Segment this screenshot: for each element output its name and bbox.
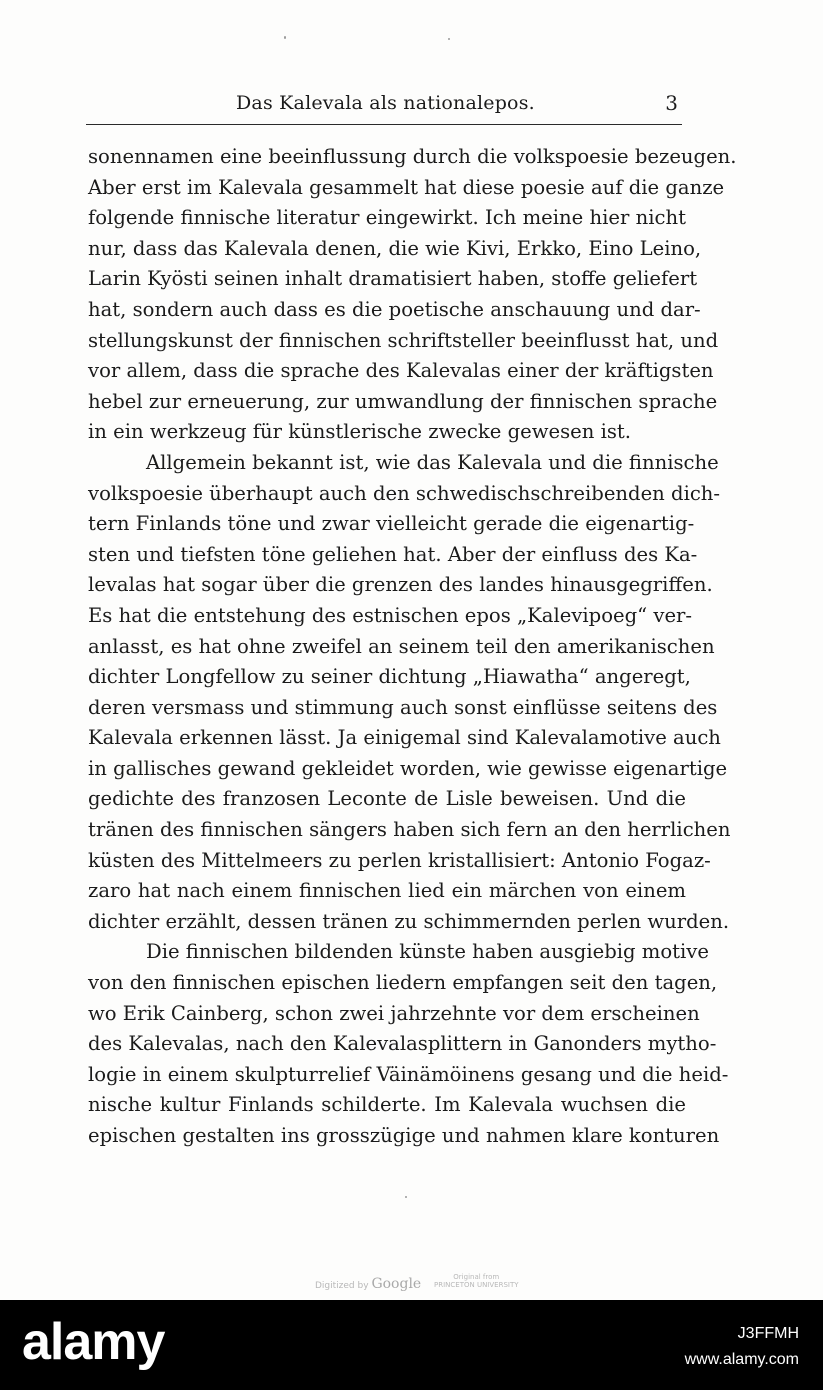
text-line: logie in einem skulpturrelief Väinämöinens gesang und die heid- bbox=[88, 1062, 729, 1086]
alamy-logo-text: alamy bbox=[22, 1313, 165, 1371]
text-line: stellungskunst der finnischen schriftsteller beeinflusst hat, und bbox=[88, 328, 719, 352]
text-line: folgende finnische literatur eingewirkt. Ich meine hier nicht bbox=[88, 206, 686, 230]
scan-speck bbox=[405, 1196, 407, 1198]
text-line: nur, dass das Kalevala denen, die wie Kivi, Erkko, Eino Leino, bbox=[88, 236, 702, 260]
stock-photo-banner bbox=[0, 1300, 823, 1390]
scan-speck bbox=[448, 38, 450, 40]
page-number: 3 bbox=[665, 91, 678, 115]
text-line: nische kultur Finlands schilderte. Im Kalevala wuchsen die bbox=[88, 1093, 686, 1117]
text-line: sten und tiefsten töne geliehen hat. Aber der einfluss des Ka- bbox=[88, 542, 698, 566]
text-line: wo Erik Cainberg, schon zwei jahrzehnte vor dem erscheinen bbox=[88, 1001, 700, 1025]
text-line: Es hat die entstehung des estnischen epos „Kalevipoeg“ ver- bbox=[88, 603, 693, 627]
text-line: deren versmass und stimmung auch sonst einflüsse seitens des bbox=[88, 695, 718, 719]
text-line: von den finnischen epischen liedern empfangen seit den tagen, bbox=[88, 971, 718, 995]
digitized-prefix: Digitized by bbox=[315, 1281, 369, 1291]
text-line: vor allem, dass die sprache des Kalevalas einer der kräftigsten bbox=[88, 359, 714, 383]
text-line: des Kalevalas, nach den Kalevalasplittern in Ganonders mytho- bbox=[88, 1032, 717, 1056]
stock-site-url[interactable]: www.alamy.com bbox=[684, 1351, 799, 1368]
text-line: tern Finlands töne und zwar vielleicht gerade die eigenartig- bbox=[88, 512, 695, 536]
text-line: Larin Kyösti seinen inhalt dramatisiert haben, stoffe geliefert bbox=[88, 267, 698, 291]
header-rule bbox=[86, 124, 682, 125]
text-line: epischen gestalten ins grosszügige und nahmen klare konturen bbox=[88, 1124, 720, 1147]
scan-speck bbox=[284, 36, 286, 39]
text-line: dichter erzählt, dessen tränen zu schimmernden perlen wurden. bbox=[88, 909, 730, 933]
running-title: Das Kalevala als nationalepos. bbox=[236, 92, 535, 114]
alamy-logo bbox=[22, 1312, 164, 1372]
original-from-label: Original from bbox=[453, 1273, 500, 1281]
text-line: tränen des finnischen sängers haben sich fern an den herrlichen bbox=[88, 818, 731, 842]
text-line: gedichte des franzosen Leconte de Lisle beweisen. Und die bbox=[88, 787, 686, 811]
text-line: volkspoesie überhaupt auch den schwedischschreibenden dich- bbox=[88, 481, 721, 505]
text-line: hat, sondern auch dass es die poetische anschauung und dar- bbox=[88, 297, 701, 321]
text-line: anlasst, es hat ohne zweifel an seinem teil den amerikanischen bbox=[88, 634, 715, 658]
text-line: in gallisches gewand gekleidet worden, wie gewisse eigenartige bbox=[88, 756, 728, 780]
text-line: Kalevala erkennen lässt. Ja einigemal sind Kalevalamotive auch bbox=[88, 726, 721, 750]
stock-image-id: J3FFMH bbox=[737, 1325, 799, 1342]
google-wordmark: Google bbox=[371, 1276, 422, 1292]
text-line: sonennamen eine beeinflussung durch die volkspoesie bezeugen. bbox=[88, 145, 737, 168]
text-line: zaro hat nach einem finnischen lied ein märchen von einem bbox=[88, 879, 686, 903]
digitized-by-google-watermark bbox=[315, 1278, 421, 1292]
princeton-university-label: PRINCETON UNIVERSITY bbox=[434, 1281, 519, 1289]
running-head bbox=[86, 90, 682, 118]
text-line: Aber erst im Kalevala gesammelt hat diese poesie auf die ganze bbox=[88, 175, 725, 199]
text-line: Allgemein bekannt ist, wie das Kalevala und die finnische bbox=[146, 450, 719, 474]
text-line: Die finnischen bildenden künste haben ausgiebig motive bbox=[146, 940, 709, 964]
original-from-watermark bbox=[434, 1273, 519, 1289]
text-line: levalas hat sogar über die grenzen des landes hinausgegriffen. bbox=[88, 573, 713, 597]
text-line: hebel zur erneuerung, zur umwandlung der finnischen sprache bbox=[88, 389, 718, 413]
text-line: dichter Longfellow zu seiner dichtung „Hiawatha“ angeregt, bbox=[88, 665, 691, 689]
text-line: küsten des Mittelmeers zu perlen kristallisiert: Antonio Fogaz- bbox=[88, 848, 711, 872]
body-text bbox=[88, 142, 737, 1152]
text-line: in ein werkzeug für künstlerische zwecke gewesen ist. bbox=[88, 420, 631, 444]
